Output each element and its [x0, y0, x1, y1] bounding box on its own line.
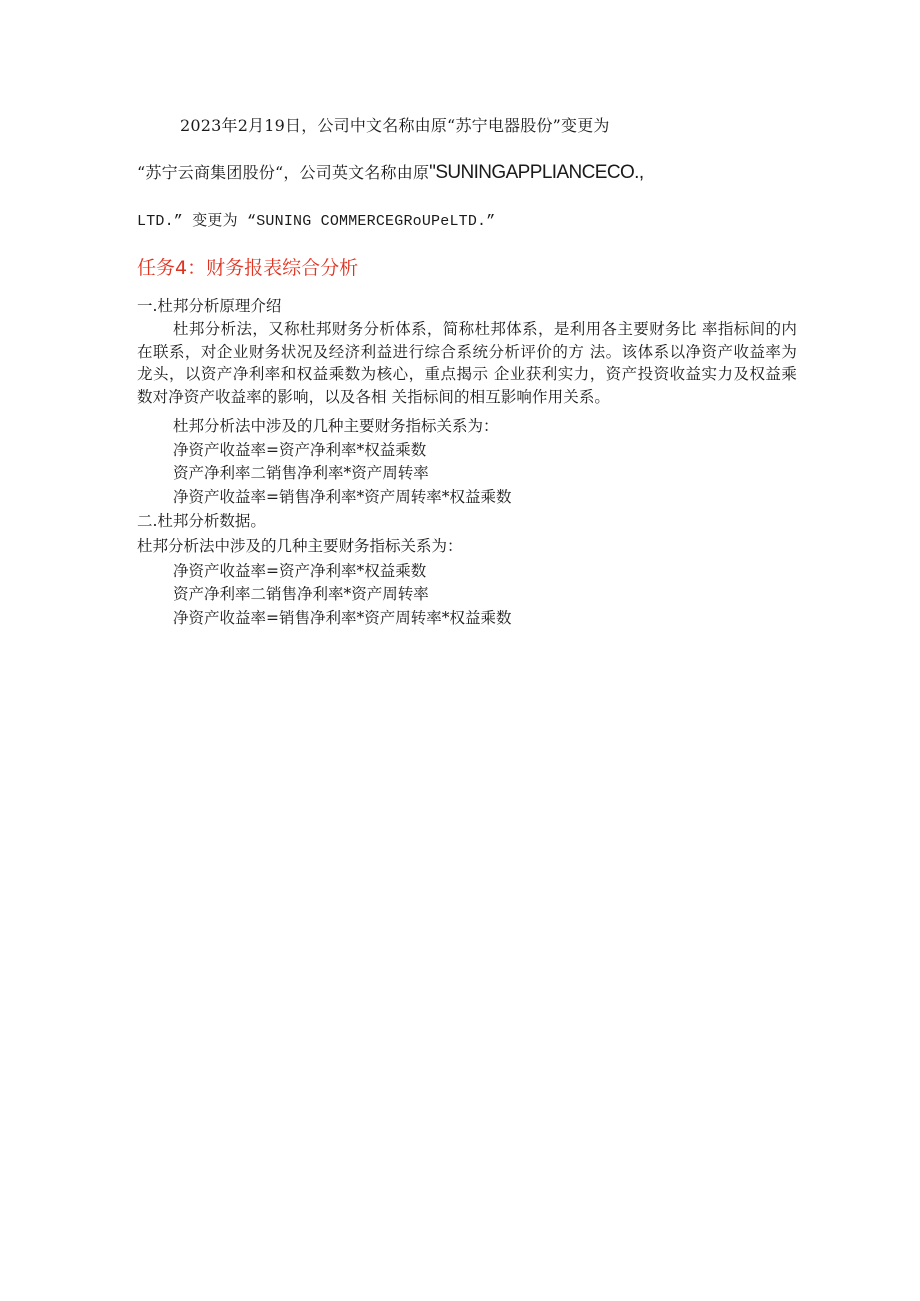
intro-line-3-prefix: LTD.” 变更为 “: [137, 213, 257, 230]
intro-line-3-english: SUNING COMMERCEGRoUPeLTD.”: [256, 213, 496, 230]
intro-line-2-chinese: “苏宁云商集团股份“，公司英文名称由原: [137, 163, 430, 182]
section1-formula-3: 净资产收益率=销售净利率*资产周转率*权益乘数: [173, 488, 512, 506]
section1-title: 一.杜邦分析原理介绍: [137, 297, 282, 315]
section2-intro: 杜邦分析法中涉及的几种主要财务指标关系为：: [137, 537, 463, 555]
intro-line-2: [137, 163, 644, 183]
section2-title: 二.杜邦分析数据。: [137, 512, 266, 530]
intro-line-2-english: "SUNINGAPPLIANCECO.,: [429, 162, 644, 183]
section2-formula-3: 净资产收益率=销售净利率*资产周转率*权益乘数: [173, 609, 512, 627]
section1-formula-1: 净资产收益率=资产净利率*权益乘数: [173, 441, 427, 459]
section1-formula-2: 资产净利率二销售净利率*资产周转率: [173, 464, 429, 482]
section1-intro: 杜邦分析法中涉及的几种主要财务指标关系为：: [173, 417, 499, 435]
section2-formula-2: 资产净利率二销售净利率*资产周转率: [173, 585, 429, 603]
section1-paragraph: 杜邦分析法，又称杜邦财务分析体系，简称杜邦体系，是利用各主要财务比 率指标间的内在联系，对企业财务状况及经济利益进行综合系统分析评价的方 法。该体系以净资产收益率为龙头，以资产净利率和权益乘数为核心，重点揭示 企业获利实力，资产投资收益实力及权益乘数对净资产收益率的影响，以及各相 关指标间的相互影响作用关系。: [137, 320, 797, 406]
section2-formula-1: 净资产收益率=资产净利率*权益乘数: [173, 562, 427, 580]
intro-line-3: [137, 210, 495, 232]
task-heading: 任务4：财务报表综合分析: [137, 257, 359, 279]
intro-line-1: 2023年2月19日，公司中文名称由原“苏宁电器股份”变更为: [180, 116, 610, 135]
